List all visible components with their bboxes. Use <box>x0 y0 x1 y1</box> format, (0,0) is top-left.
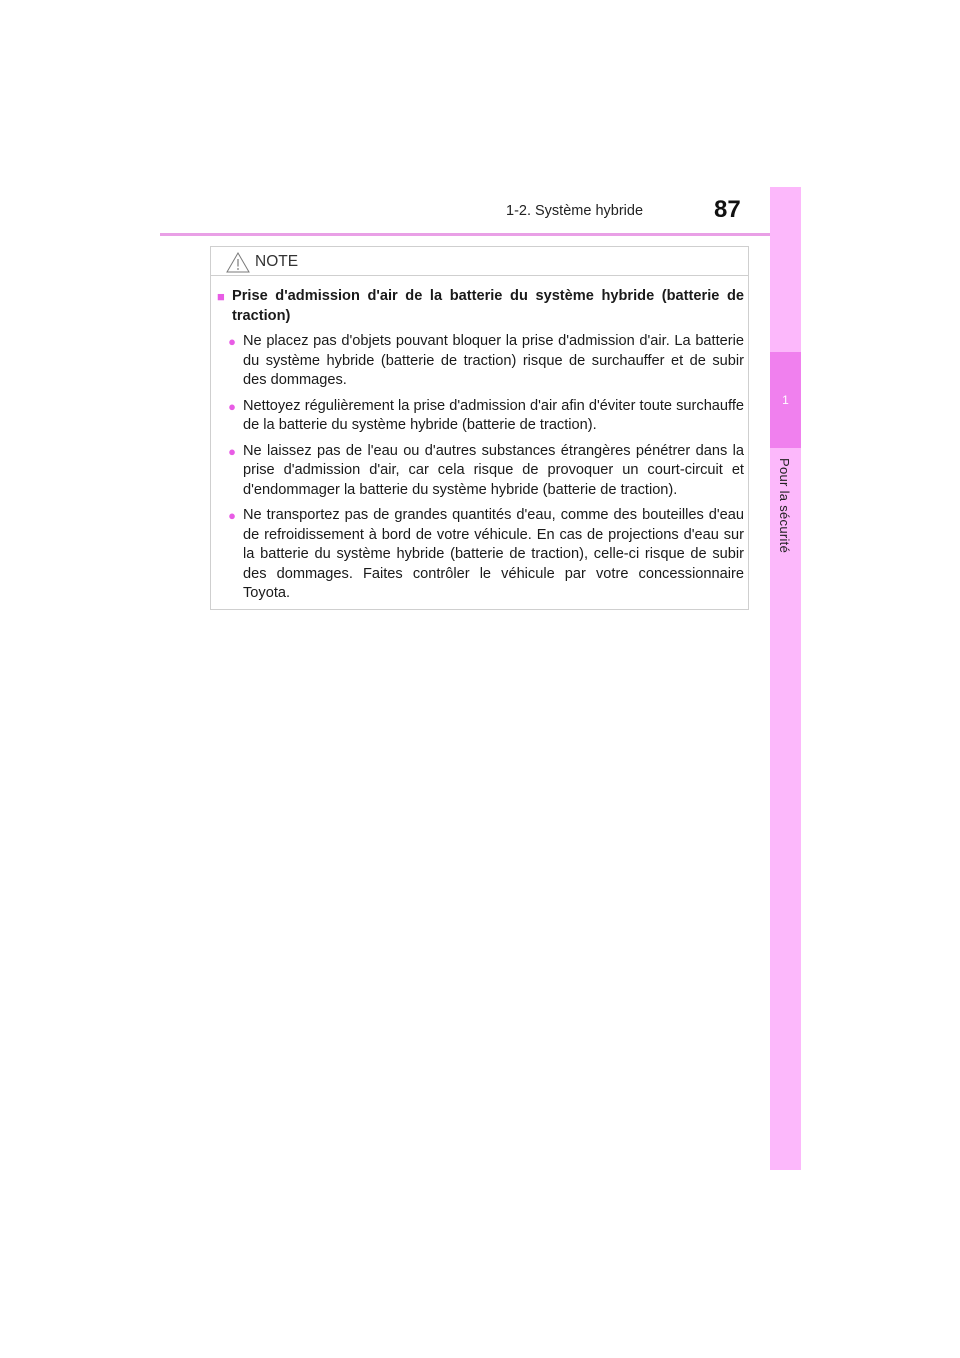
section-title: 1-2. Système hybride <box>506 203 644 219</box>
note-body <box>217 287 744 610</box>
list-item-text: Ne laissez pas de l'eau ou d'autres substances étrangères pénétrer dans la prise d'admission d'air, car cela risque de provoquer un court-circuit et d'endommager la batterie du système hybride (batterie de traction). <box>243 442 744 498</box>
chapter-side-tab <box>770 187 801 1170</box>
list-item <box>217 332 744 391</box>
note-header <box>211 247 748 276</box>
note-box <box>210 246 749 610</box>
page-number: 87 <box>714 196 741 223</box>
note-title: NOTE <box>255 253 299 270</box>
list-item-text: Ne transportez pas de grandes quantités d'eau, comme des bouteilles d'eau de refroidissement à bord de votre véhicule. En cas de projections d'eau sur la batterie du système hybride (batterie de traction), celle-ci risque de subir des dommages. Faites contrôler le véhicule par votre concessionnaire Toyota. <box>243 507 744 601</box>
header-rule <box>160 233 800 236</box>
chapter-label: Pour la sécurité <box>777 458 792 554</box>
bullet-dot-icon: ● <box>228 334 236 349</box>
note-heading-text: Prise d'admission d'air de la batterie du système hybride (batterie de traction) <box>232 288 744 324</box>
list-item-text: Nettoyez régulièrement la prise d'admission d'air afin d'éviter toute surchauffe de la batterie du système hybride (batterie de traction). <box>243 397 744 433</box>
note-item-list <box>217 332 744 604</box>
square-bullet-icon: ■ <box>217 289 225 304</box>
list-item <box>217 397 744 436</box>
warning-triangle-icon <box>226 252 250 273</box>
bullet-dot-icon: ● <box>228 508 236 523</box>
list-item-text: Ne placez pas d'objets pouvant bloquer la prise d'admission d'air. La batterie du système hybride (batterie de traction) risque de surchauffer et de subir des dommages. <box>243 333 744 388</box>
chapter-number: 1 <box>770 352 801 448</box>
bullet-dot-icon: ● <box>228 398 236 414</box>
list-item <box>217 506 744 604</box>
bullet-dot-icon: ● <box>228 443 236 459</box>
list-item <box>217 442 744 501</box>
note-heading <box>217 287 744 326</box>
